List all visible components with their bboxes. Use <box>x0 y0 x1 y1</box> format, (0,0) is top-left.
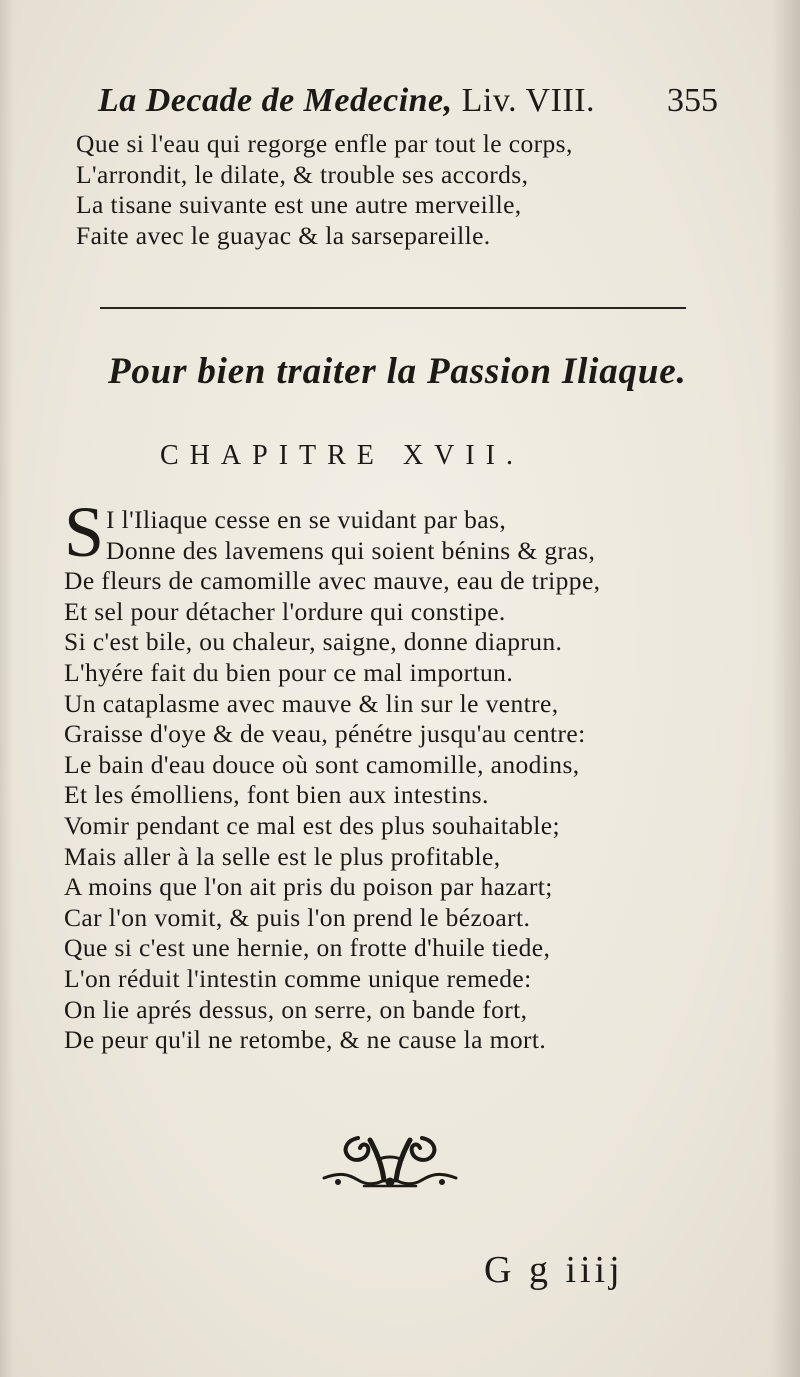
page-edge-shadow <box>772 0 800 1377</box>
verse-line: Graisse d'oye & de veau, pénétre jusqu'au centre: <box>64 719 586 749</box>
verse-line: Vomir pendant ce mal est des plus souhaitable; <box>64 810 560 840</box>
section-heading: Pour bien traiter la Passion Iliaque. <box>108 351 687 392</box>
verse-line: Si c'est bile, ou chaleur, saigne, donne diaprun. <box>64 627 563 657</box>
drop-cap: S <box>64 492 105 572</box>
page-gutter-shadow <box>0 0 14 1377</box>
verse-line: A moins que l'on ait pris du poison par hazart; <box>64 872 553 902</box>
running-head <box>98 82 718 132</box>
verse-line: Donne des lavemens qui soient bénins & gras, <box>106 535 596 565</box>
top-verse <box>76 129 726 251</box>
verse-line: L'hyére fait du bien pour ce mal importun. <box>64 657 514 687</box>
verse-line: L'on réduit l'intestin comme unique remede: <box>64 963 532 993</box>
verse-line: L'arrondit, le dilate, & trouble ses accords, <box>76 159 529 189</box>
verse-line: La tisane suivante est une autre merveille, <box>76 190 522 220</box>
verse-line: Et sel pour détacher l'ordure qui constipe. <box>64 596 506 626</box>
chapter-label: CHAPITRE XVII. <box>160 440 524 471</box>
verse-line: Que si l'eau qui regorge enfle par tout le corps, <box>76 129 573 158</box>
verse-line: Car l'on vomit, & puis l'on prend le bézoart. <box>64 902 531 932</box>
verse-line: Le bain d'eau douce où sont camomille, anodins, <box>64 749 580 779</box>
chapter-verse <box>64 505 744 1056</box>
verse-line: I l'Iliaque cesse en se vuidant par bas, <box>106 505 507 534</box>
verse-line: De peur qu'il ne retombe, & ne cause la mort. <box>64 1025 547 1055</box>
verse-line: Un cataplasme avec mauve & lin sur le ventre, <box>64 688 559 718</box>
verse-line: On lie aprés dessus, on serre, on bande fort, <box>64 994 528 1024</box>
signature-mark: G g iiij <box>484 1249 624 1291</box>
verse-line: De fleurs de camomille avec mauve, eau de trippe, <box>64 566 601 596</box>
running-head-title <box>98 82 595 120</box>
verse-line: Et les émolliens, font bien aux intestins. <box>64 780 489 810</box>
verse-line: Mais aller à la selle est le plus profitable, <box>64 841 501 871</box>
running-head-book: Liv. VIII. <box>461 82 596 119</box>
verse-line: Faite avec le guayac & la sarsepareille. <box>76 220 491 250</box>
section-divider-rule <box>100 307 686 309</box>
verse-line: Que si c'est une hernie, on frotte d'huile tiede, <box>64 933 551 963</box>
fleuron-ornament-icon <box>318 1130 462 1192</box>
page-number: 355 <box>667 82 718 119</box>
running-head-title-text: La Decade de Medecine, <box>98 82 453 119</box>
